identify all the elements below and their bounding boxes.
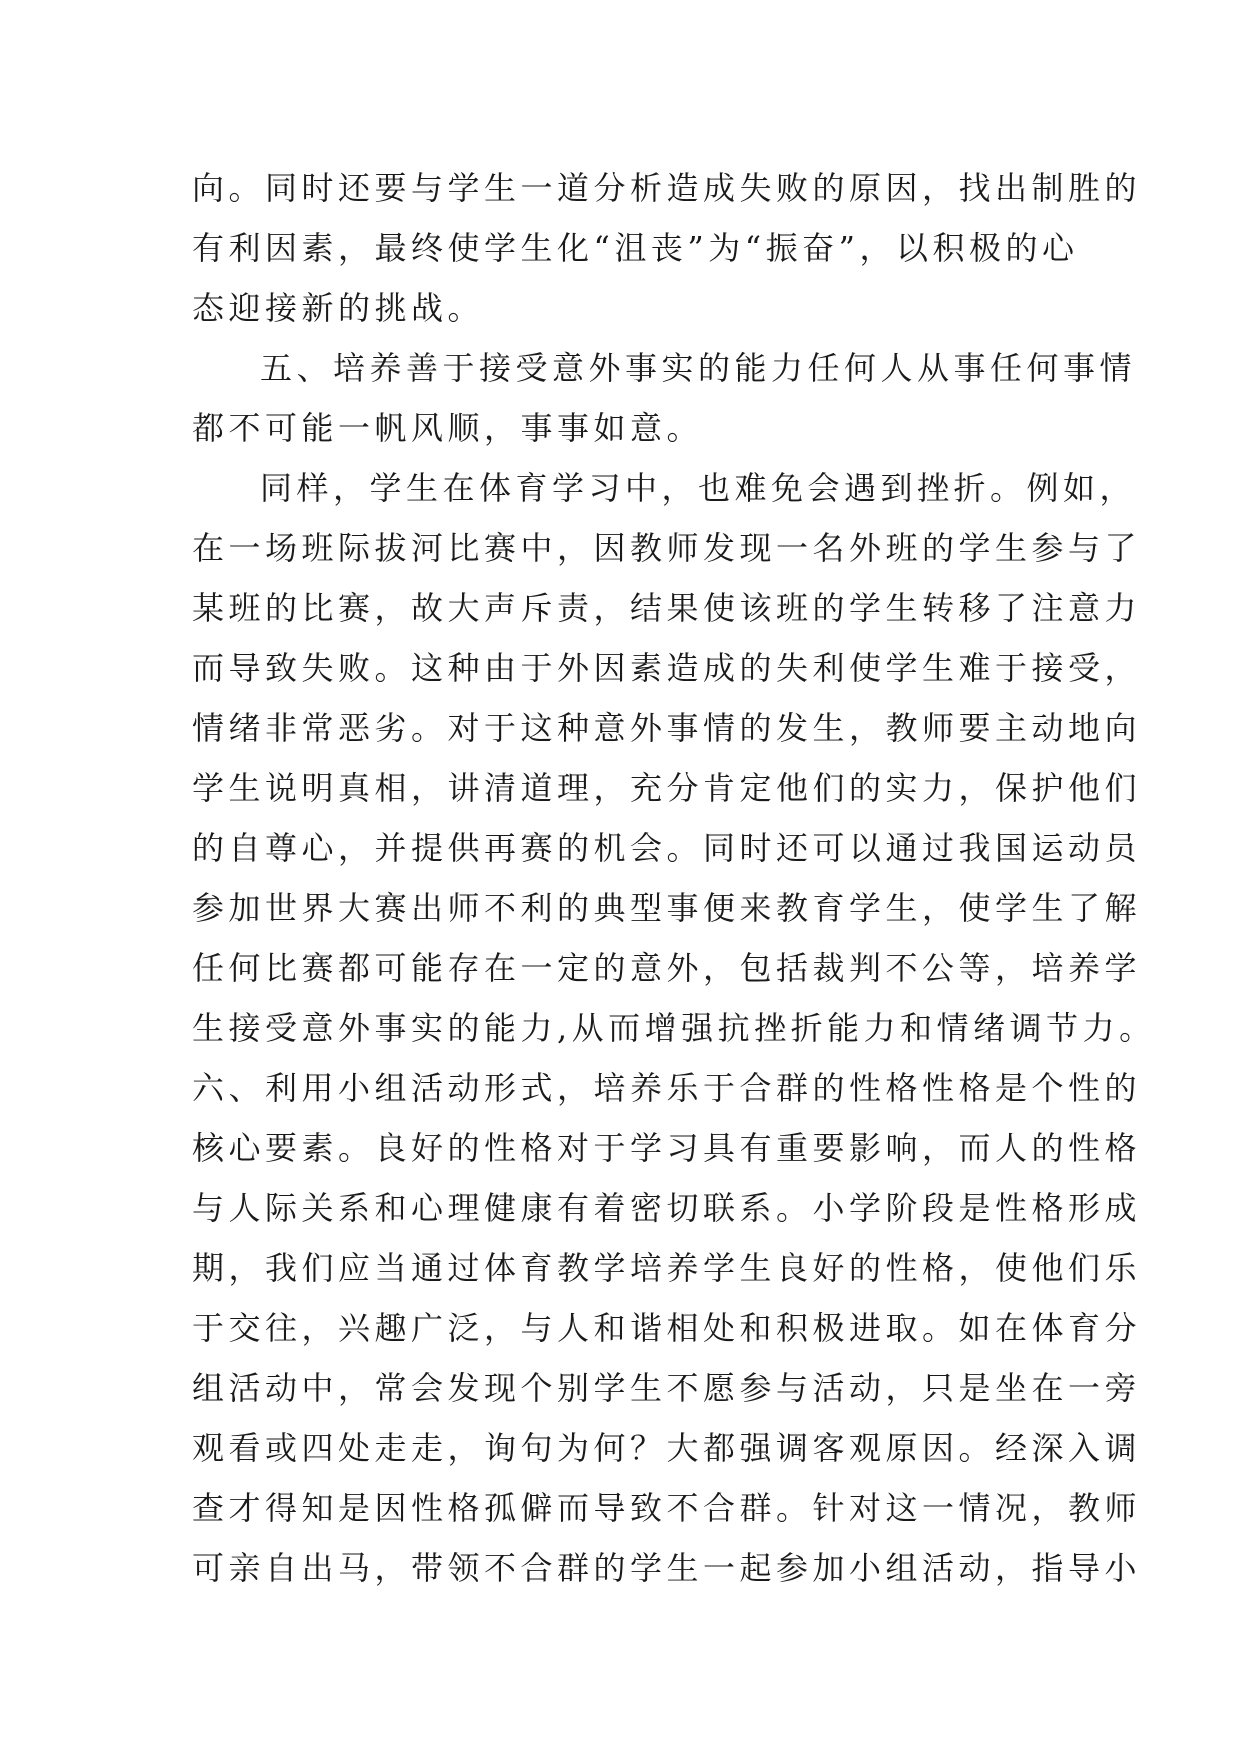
text-line: 查才得知是因性格孤僻而导致不合群。针对这一情况，教师 [192, 1489, 1142, 1527]
text-line: 某班的比赛，故大声斥责，结果使该班的学生转移了注意力 [192, 589, 1142, 627]
text-line: 态迎接新的挑战。 [192, 289, 485, 327]
text-line: 核心要素。良好的性格对于学习具有重要影响，而人的性格 [192, 1129, 1142, 1167]
text-line: 生接受意外事实的能力,从而增强抗挫折能力和情绪调节力。 [192, 1009, 1156, 1047]
text-line: 在一场班际拔河比赛中，因教师发现一名外班的学生参与了 [192, 529, 1142, 567]
text-line: 情绪非常恶劣。对于这种意外事情的发生，教师要主动地向 [192, 709, 1142, 747]
text-line: 学生说明真相，讲清道理，充分肯定他们的实力，保护他们 [192, 769, 1142, 807]
text-line: 可亲自出马，带领不合群的学生一起参加小组活动，指导小 [192, 1549, 1142, 1587]
text-line: 六、利用小组活动形式，培养乐于合群的性格性格是个性的 [192, 1069, 1142, 1107]
text-line: 组活动中，常会发现个别学生不愿参与活动，只是坐在一旁 [192, 1369, 1142, 1407]
text-line: 与人际关系和心理健康有着密切联系。小学阶段是性格形成 [192, 1189, 1142, 1227]
text-line: 而导致失败。这种由于外因素造成的失利使学生难于接受， [192, 649, 1142, 687]
text-line: 都不可能一帆风顺，事事如意。 [192, 409, 704, 447]
text-line: 参加世界大赛出师不利的典型事便来教育学生，使学生了解 [192, 889, 1142, 927]
text-line: 向。同时还要与学生一道分析造成失败的原因，找出制胜的 [192, 169, 1142, 207]
text-line: 于交往，兴趣广泛，与人和谐相处和积极进取。如在体育分 [192, 1309, 1142, 1347]
text-line: 期，我们应当通过体育教学培养学生良好的性格，使他们乐 [192, 1249, 1142, 1287]
text-line: 的自尊心，并提供再赛的机会。同时还可以通过我国运动员 [192, 829, 1142, 867]
text-line: 有利因素，最终使学生化“沮丧”为“振奋”，以积极的心 [192, 229, 1079, 267]
document-body [192, 158, 1156, 1598]
text-line: 同样，学生在体育学习中，也难免会遇到挫折。例如， [260, 469, 1137, 507]
text-line: 五、培养善于接受意外事实的能力任何人从事任何事情 [260, 349, 1137, 387]
text-line: 任何比赛都可能存在一定的意外，包括裁判不公等，培养学 [192, 949, 1142, 987]
text-line: 观看或四处走走，询句为何？大都强调客观原因。经深入调 [192, 1429, 1142, 1467]
